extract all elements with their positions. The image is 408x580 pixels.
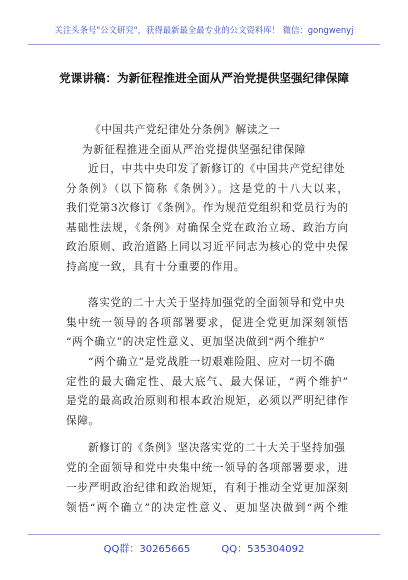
paragraph-line: 保障。 — [66, 415, 100, 427]
paragraph-line: 一步严明政治纪律和政治规矩，有利于推动全党更加深刻 — [66, 482, 348, 494]
header-divider — [28, 44, 380, 45]
paragraph-line: 集中统一领导的各项部署要求，促进全党更加深刻领悟 — [66, 317, 348, 329]
paragraph-line: 领悟“两个确立”的决定性意义、更加坚决做到“两个维 — [66, 502, 348, 514]
subtitle-line: 为新征程推进全面从严治党提供坚强纪律保障 — [82, 144, 306, 156]
paragraph-line: “两个确立”的决定性意义、更加坚决做到“两个维护” — [66, 336, 326, 348]
paragraph-line: 新修订的《条例》坚决落实党的二十大关于坚持加强 — [88, 442, 346, 454]
document-title: 党课讲稿：为新征程推进全面从严治党提供坚强纪律保障 — [59, 71, 349, 85]
paragraph-line: 持高度一致，具有十分重要的作用。 — [66, 261, 246, 273]
footer-contact — [0, 540, 408, 555]
paragraph-line: “两个确立”是党战胜一切艰难险阻、应对一切不确 — [88, 356, 336, 368]
footer-divider — [28, 534, 380, 535]
paragraph-line: 党的全面领导和党中央集中统一领导的各项部署要求，进 — [66, 462, 348, 474]
paragraph-line: 定性的最大确定性、最大底气、最大保证，“两个维护” — [66, 376, 348, 388]
header-banner: 关注头条号"公文研究"，获得最新最全最专业的公文资料库！ 微信：gongwenyj — [54, 25, 354, 35]
qq-label: QQ： — [221, 544, 248, 555]
paragraph-line: 基础性法规，《条例》对确保全党在政治立场、政治方向 — [66, 222, 348, 234]
paragraph-line: 落实党的二十大关于坚持加强党的全面领导和党中央 — [88, 297, 346, 309]
qq-group-number: 30265665 — [139, 544, 191, 555]
paragraph-line: 我们党第3次修订《条例》。作为规范党组织和党员行为的 — [66, 202, 348, 214]
paragraph-line: 近日，中共中央印发了新修订的《中国共产党纪律处 — [88, 163, 346, 175]
subtitle-line: 《中国共产党纪律处分条例》解读之一 — [90, 124, 281, 136]
qq-number: 535304092 — [247, 544, 305, 555]
paragraph-line: 分条例》（以下简称《条例》）。这是党的十八大以来， — [66, 183, 348, 195]
qq-group-label: QQ群： — [103, 544, 140, 555]
paragraph-line: 政治原则、政治道路上同以习近平同志为核心的党中央保 — [66, 241, 348, 253]
paragraph-line: 是党的最高政治原则和根本政治规矩，必须以严明纪律作 — [66, 395, 348, 407]
